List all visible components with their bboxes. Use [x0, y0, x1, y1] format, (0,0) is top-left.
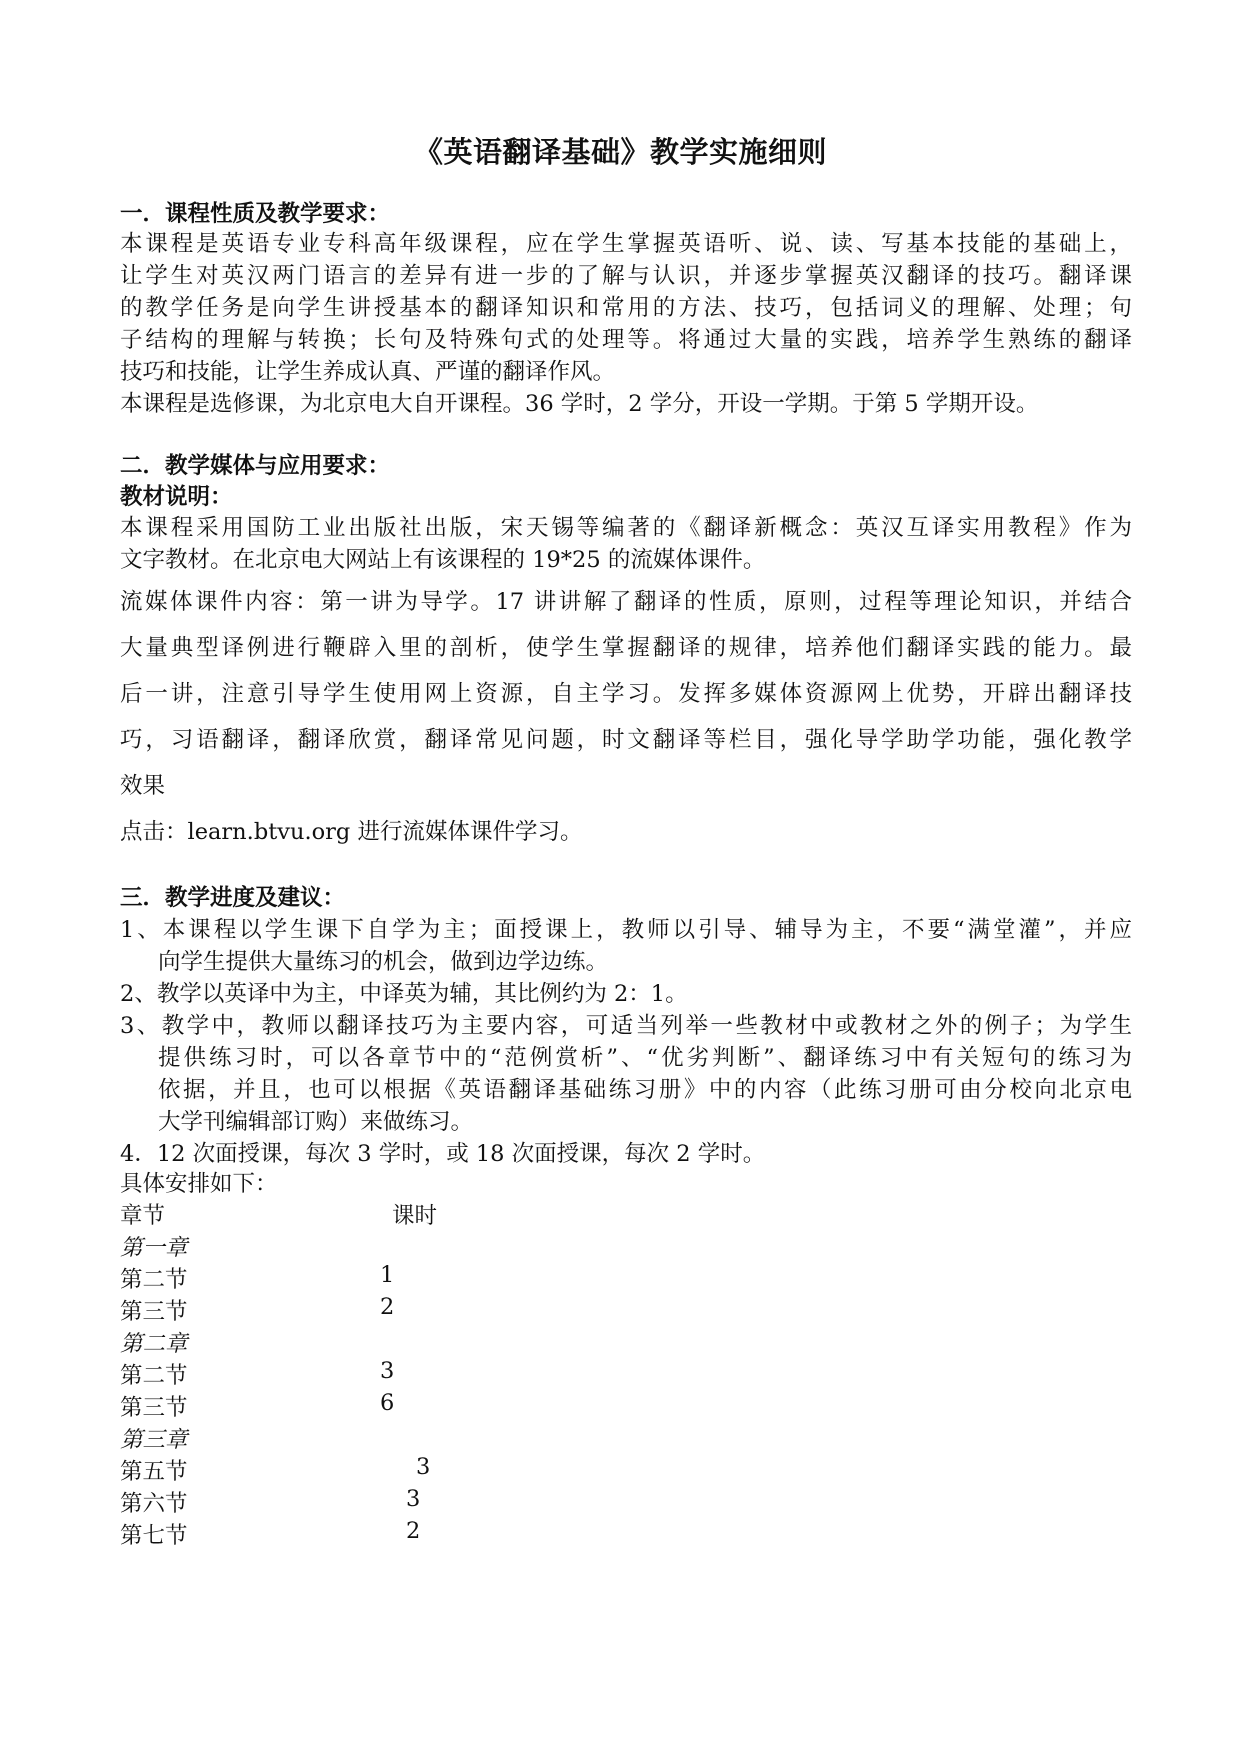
section3-line-5: 提供练习时，可以各章节中的“范例赏析”、“优劣判断”、翻译练习中有关短句的练习为 — [158, 1045, 1132, 1071]
section3-line-9: 具体安排如下： — [120, 1171, 278, 1197]
section2-line-5: 后一讲，注意引导学生使用网上资源，自主学习。发挥多媒体资源网上优势，开辟出翻译技 — [120, 681, 1132, 707]
document-title: 《英语翻译基础》教学实施细则 — [413, 135, 827, 169]
section3-line-6: 依据，并且，也可以根据《英语翻译基础练习册》中的内容（此练习册可由分校向北京电 — [158, 1077, 1132, 1103]
schedule-header-hours: 课时 — [392, 1203, 438, 1229]
schedule-row-label: 第二章 — [120, 1331, 188, 1357]
section3-line-4: 3、教学中，教师以翻译技巧为主要内容，可适当列举一些教材中或教材之外的例子；为学生 — [120, 1013, 1132, 1039]
schedule-row-label: 第五节 — [120, 1459, 188, 1485]
section2-line-7: 效果 — [120, 773, 166, 799]
schedule-row-hours: 2 — [406, 1518, 421, 1544]
section2-line-6: 巧，习语翻译，翻译欣赏，翻译常见问题，时文翻译等栏目，强化导学助学功能，强化教学 — [120, 727, 1132, 753]
schedule-row-hours: 2 — [380, 1294, 395, 1320]
section3-line-1: 1、本课程以学生课下自学为主；面授课上，教师以引导、辅导为主，不要“满堂灌”，并应 — [120, 917, 1132, 943]
section1-line-4: 子结构的理解与转换；长句及特殊句式的处理等。将通过大量的实践，培养学生熟练的翻译 — [120, 327, 1132, 353]
schedule-row-label: 第六节 — [120, 1491, 188, 1517]
section3-line-7: 大学刊编辑部订购）来做练习。 — [158, 1109, 474, 1135]
section1-line-5: 技巧和技能，让学生养成认真、严谨的翻译作风。 — [120, 359, 616, 385]
schedule-row-hours: 3 — [380, 1358, 395, 1384]
schedule-header-chapter: 章节 — [120, 1203, 166, 1229]
section2-line-4: 大量典型译例进行鞭辟入里的剖析，使学生掌握翻译的规律，培养他们翻译实践的能力。最 — [120, 635, 1132, 661]
section2-heading: 二．教学媒体与应用要求： — [120, 453, 391, 479]
schedule-row-hours: 3 — [406, 1486, 421, 1512]
schedule-row-label: 第三章 — [120, 1427, 188, 1453]
schedule-row-label: 第二节 — [120, 1267, 188, 1293]
section2-line-8: 点击：learn.btvu.org 进行流媒体课件学习。 — [120, 819, 583, 845]
section1-line-3: 的教学任务是向学生讲授基本的翻译知识和常用的方法、技巧，包括词义的理解、处理；句 — [120, 295, 1132, 321]
schedule-row-label: 第三节 — [120, 1299, 188, 1325]
schedule-row-label: 第一章 — [120, 1235, 188, 1261]
section1-line-6: 本课程是选修课，为北京电大自开课程。36 学时，2 学分，开设一学期。于第 5 学期开设。 — [120, 391, 1039, 417]
section2-line-3: 流媒体课件内容：第一讲为导学。17 讲讲解了翻译的性质，原则，过程等理论知识，并结合 — [120, 589, 1132, 615]
section2-line-2: 文字教材。在北京电大网站上有该课程的 19*25 的流媒体课件。 — [120, 547, 766, 573]
schedule-row-label: 第二节 — [120, 1363, 188, 1389]
schedule-row-label: 第七节 — [120, 1523, 188, 1549]
section2-subheading: 教材说明： — [120, 484, 233, 510]
section1-line-1: 本课程是英语专业专科高年级课程，应在学生掌握英语听、说、读、写基本技能的基础上， — [120, 231, 1132, 257]
schedule-row-label: 第三节 — [120, 1395, 188, 1421]
schedule-row-hours: 3 — [416, 1454, 431, 1480]
section3-line-8: 4．12 次面授课，每次 3 学时，或 18 次面授课，每次 2 学时。 — [120, 1141, 766, 1167]
section1-line-2: 让学生对英汉两门语言的差异有进一步的了解与认识，并逐步掌握英汉翻译的技巧。翻译课 — [120, 263, 1132, 289]
schedule-row-hours: 1 — [380, 1262, 395, 1288]
schedule-row-hours: 6 — [380, 1390, 395, 1416]
section3-line-3: 2、教学以英译中为主，中译英为辅，其比例约为 2：1。 — [120, 981, 688, 1007]
section2-line-1: 本课程采用国防工业出版社出版，宋天锡等编著的《翻译新概念：英汉互译实用教程》作为 — [120, 515, 1132, 541]
section3-heading: 三．教学进度及建议： — [120, 885, 346, 911]
section1-heading: 一．课程性质及教学要求： — [120, 201, 391, 227]
section3-line-2: 向学生提供大量练习的机会，做到边学边练。 — [158, 949, 609, 975]
